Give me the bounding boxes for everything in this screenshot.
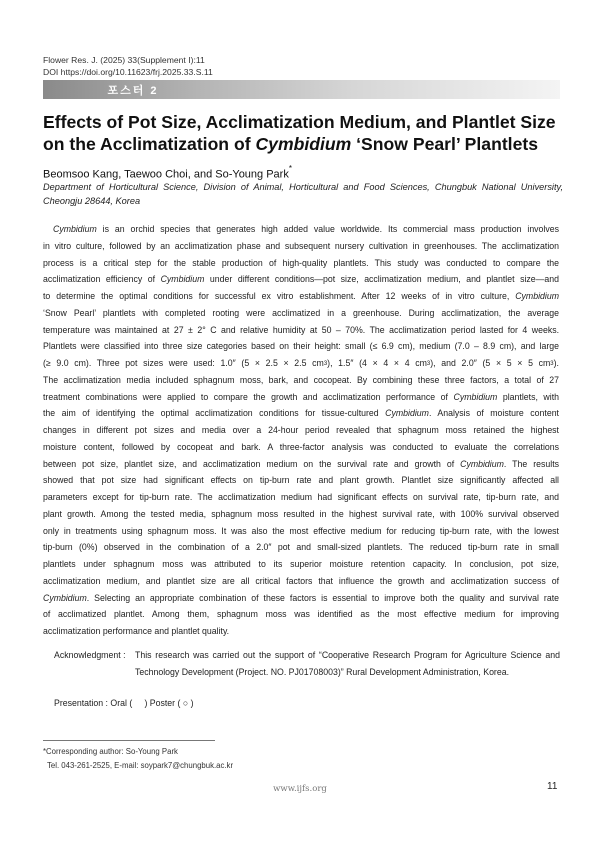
- abstract-line: between pot size, plantlet size, and acclimatization medium on the survival rate and growth of Cymbidium. The results: [43, 458, 560, 469]
- author-list: [43, 166, 292, 181]
- abstract-line: tip-burn (0%) observed in the combination of a 2.0″ pot and small-sized plantlets. The reduced tip-burn rate in small: [43, 542, 559, 553]
- abstract-line: changes in different pot sizes and media over a 24-hour period revealed that sphagnum moss retained the highest: [43, 425, 559, 435]
- abstract-line: plantlets under sphagnum moss was attributed to its superior moisture retention capacity. In conclusion, pot size,: [43, 559, 559, 569]
- abstract-line: (≥ 9.0 cm). Three pot sizes were used: 1.0″ (5 × 2.5 × 2.5 $cm^3$), 1.5″ (4 × 4 × 4 $cm^3$), and 2.0″ (5 × 5 × 5 $cm^3$).: [43, 358, 559, 368]
- footnote: [43, 745, 233, 773]
- abstract-line: Cymbidium is an orchid species that generates high added value worldwide. Its commercial mass production involves: [53, 224, 559, 234]
- paper-title: [43, 111, 563, 155]
- abstract-line: only in treatments using sphagnum moss. It was also the most effective medium for reducing tip-burn rate, with the lowest: [43, 525, 559, 536]
- abstract-line: Cymbidium. Selecting an appropriate combination of these factors is essential to improve both the quality and survival rate: [43, 592, 559, 603]
- acknowledgment-text: This research was carried out the support of “Cooperative Research Program for Agriculture Science and Technology Development (Project. NO. PJ01708003)” Rural Development Administration, Korea.: [135, 650, 560, 677]
- abstract-line: treatment combinations were applied to compare the growth and acclimatization performance of Cymbidium plantlets, with: [43, 391, 559, 402]
- abstract-line: parameters except for tip-burn rate. The acclimatization medium had significant effects on survival rate, tip-burn rate, and: [43, 492, 559, 502]
- abstract-line: acclimatization efficiency of Cymbidium under different conditions—pot size, acclimatization medium, and plantlet size—and: [43, 274, 559, 285]
- acknowledgment-label: Acknowledgment :: [54, 650, 126, 660]
- journal-doi: DOI https://doi.org/10.11623/frj.2025.33.S.11: [43, 66, 213, 77]
- abstract-line: process is a critical step for the stable production of high-quality plantlets. This study was conducted to compare the: [43, 257, 559, 268]
- presentation-type: Presentation : Oral ( ) Poster ( ○ ): [54, 698, 194, 708]
- contact-info: Tel. 043-261-2525, E-mail: soypark7@chungbuk.ac.kr: [47, 761, 234, 770]
- abstract-line: in vitro culture, followed by an acclimatization phase and subsequent nursery cultivation in greenhouses. The acclimatization: [43, 240, 559, 251]
- corresponding-author: *Corresponding author: So-Young Park: [43, 747, 178, 756]
- page-number: 11: [547, 781, 558, 792]
- abstract-line: the aim of identifying the optimal acclimatization conditions for tissue-cultured Cymbidium. Analysis of moisture content: [43, 408, 559, 419]
- abstract-line: acclimatization medium, and plantlet size are all critical factors that influence the growth and acclimatization success of: [43, 575, 559, 586]
- title-part1: Effects of Pot Size, Acclimatization Medium, and Plantlet Size on the Acclimatization of: [43, 112, 556, 154]
- abstract-line: moisture content, followed by cocopeat and bark. A three-factor analysis was conducted to evaluate the correlations: [43, 441, 559, 452]
- journal-url: www.ijfs.org: [273, 784, 327, 794]
- journal-issue: Flower Res. J. (2025) 33(Supplement I):11: [43, 55, 205, 65]
- abstract-line: of acclimatized plantlet. Among them, sphagnum moss was identified as the most effective medium for improving: [43, 609, 559, 620]
- journal-citation: [43, 55, 213, 78]
- affiliation: Department of Horticultural Science, Division of Animal, Horticultural and Food Sciences, Chungbuk National University, Cheongju 28644, Korea: [43, 182, 563, 206]
- abstract-line: ‘Snow Pearl’ plantlets with completed rooting were acclimatized in a greenhouse. During acclimatization, the average: [43, 307, 559, 318]
- corresponding-mark: *: [288, 164, 292, 173]
- abstract-line: Plantlets were classified into three size categories based on their height: small (≤ 6.9 cm), medium (7.0 – 8.9 cm), and large: [43, 341, 559, 352]
- abstract-line: to determine the optimal conditions for successful ex vitro establishment. After 12 weeks of in vitro culture, Cymbidium: [43, 291, 559, 301]
- footnote-divider: [43, 740, 215, 741]
- author-names: Beomsoo Kang, Taewoo Choi, and So-Young Park: [43, 168, 289, 181]
- section-label: 포스터 2: [107, 85, 159, 97]
- abstract-line: The acclimatization media included sphagnum moss, bark, and cocopeat. By combining these three factors, a total of 27: [43, 374, 559, 385]
- title-genus: Cymbidium: [255, 134, 352, 154]
- abstract: [43, 221, 559, 640]
- abstract-line: plant growth. Among the tested media, sphagnum moss resulted in the highest survival rate, with 100% survival observed: [43, 508, 559, 519]
- abstract-line: showed that pot size had significant effects on tip-burn rate and plant growth. Plantlet size significantly affected all: [43, 475, 559, 486]
- abstract-line: acclimatization performance and plantlet quality.: [43, 626, 230, 636]
- section-banner: [43, 80, 560, 99]
- title-part2: ‘Snow Pearl’ Plantlets: [351, 134, 539, 154]
- abstract-line: temperature was maintained at 27 ± 2° C and relative humidity at 50 – 70%. The acclimatization period lasted for 4 weeks.: [43, 324, 559, 335]
